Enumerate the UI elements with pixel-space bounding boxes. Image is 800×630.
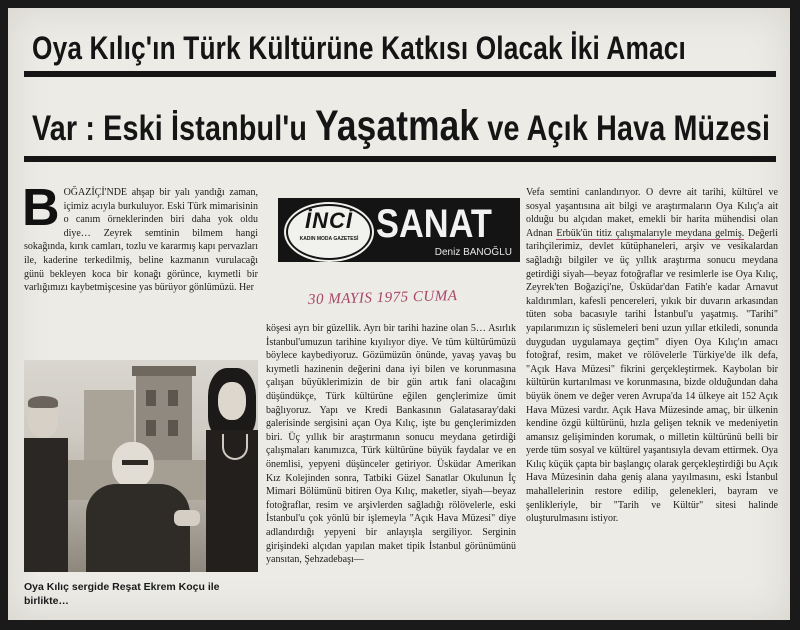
headline-line-2 [32,102,770,151]
photo-person-right-face [218,382,246,420]
headline-rule-bottom [24,156,776,162]
photo-person-center-body [86,484,190,572]
author-byline: Deniz BANOĞLU [434,247,512,258]
photo-person-center-hands [174,510,200,526]
photo-building-roof [132,366,196,376]
article-column-3-text-b: Değerli tarihçilerimiz, devlet kütüphaneleri, arşiv ve vesikalardan sağladığı bilgiler ve üç yıllık araştırma sonucu meydana getirdiği siyah—beyaz fotoğraflar ve resimlerle ise Oya Kılıç, Zeyrek'ten Boğaziçi'ne, Üsküdar'dan Fatih'e kadar Arnavut kaldırımları, kafesli pencereleri, yıkık bir duvarın arkasından tüten soba bacasıyle tarihi İstanbul'u yaşatmış. "Tarihi" yapılarımızın iç süslemeleri beni uzun yıllar etkiledi, sonunda duygudan uygulamaya geçtim" diyen Oya Kılıç'ın amacı fotoğraf, resim, maket ve rölövelerle Türkiye'de ilk defa, "Açık Hava Müzesi" fikrini gerçekleştirmek. Kaybolan bir kültürün kurtarılması ve korunmasına, bizde olduğundan daha büyük önem ve değer veren Avrupa'da 14 ülkeye ait 152 Açık Hava Müzesi vardır. Açık Hava Müzesinde amaç, bir ülkenin kendine özgü kültürünü, hızla gelişen teknik ve medeniyetin amansız gelişiminden korumak, o milletin kültürünü belli bir yerde tüm sosyal ve kültürel yaşantısıyla devam ettirmek. Oya Kılıç küçük çapta bir başlangıç olarak gerçekleştirdiği bu Açık Hava Müzesinin daha geniş alana yayılmasını, eski İstanbul mahallelerinin restore edilip, gelenekleri, bayram ve şenlikleriyle, bir "Tarih ve Kültür" sitesi halinde oluşturulmasını istiyor. [526,227,778,525]
photo-person-center-head [112,442,154,488]
headline-line-2-start: Var : Eski İstanbul'u [32,109,316,148]
photo-person-left-hair [28,396,58,408]
pen-underlined-text: Erbük'ün titiz çalışmalarıyle meydana gelmiş. [556,227,745,239]
article-column-1-text: OĞAZİÇİ'NDE ahşap bir yalı yandığı zaman, içimiz acıyla burkuluyor. Eski Türk mimarisinin o canım örneklerinden biri daha yok oldu diye… Zeyrek semtinin bilmem hangi sokağında, kırık camları, tozlu ve kararmış kapı pervazları ile, kaderine terkedilmiş, beline kazmanın vurulacağı günü bekleyen koca bir konağı görünce, kıymetli bir varlığımızı kaybetmişcesine yas bürüyor gönlümüzü. Her [24,187,258,294]
article-column-1 [22,179,258,295]
inci-logo [286,204,372,260]
photo-person-left-body [24,438,68,572]
photo-window [146,390,156,406]
newspaper-clipping [8,8,790,620]
article-column-2 [266,322,516,567]
section-title: SANAT [376,202,492,246]
section-banner [278,198,520,262]
article-column-2-text: köşesi ayrı bir güzellik. Ayrı bir tarihi hazine olan 5… Asırlık İstanbul'umuzun tarihine kıyılıyor diye. Ve tüm kültürümüzü böylece kaybediyoruz. Gözümüzün önünde, yavaş yavaş bu kıymetli hazinenin değerini dana iyi bilen ve korunmasına çalışan büyüklerimizin de bir gün artık fani olacağını düşündükçe, Türk kültürüne eğilen gençlerimize ümit bağlıyoruz. Yapı ve Kredi Bankasının Galatasaray'daki galerisinde sergisini açan Oya Kılıç, işte bu gençlerimizden biri. Üç yıllık bir araştırmanın sonucu meydana getirdiği çalışmaları kanımızca, Türk kültürüne büyük faydalar ve en önemlisi, yepyeni düşünceler getiriyor. Üsküdar Amerikan Kız Kolejinden sonra, Tatbiki Güzel Sanatlar Okulunun İç Mimari Bölümünü bitiren Oya Kılıç, maketler, siyah—beyaz fotoğraflar, resim ve arşivlerden sağladığı rölövelerle, eski İstanbul'u çok yönlü bir işlemeyla "Açık Hava Müzesi" diye adlandırdığı yepyeni bir anlayışla sergiliyor. Serginin girişindeki alçıdan yapılan maket tipik İstanbul görünümünü yansıtan, Şehzadebaşı— [266,323,516,566]
news-photo [24,360,258,572]
drop-cap: B [22,179,60,237]
headline-line-1: Oya Kılıç'ın Türk Kültürüne Katkısı Olacak İki Amacı [32,30,686,66]
logo-text: İNCİ [305,208,353,233]
headline-line-2-end: ve Açık Hava Müzesi [479,109,771,148]
headline-rule-top [24,71,776,77]
handwritten-date: 30 MAYIS 1975 CUMA [307,288,458,308]
article-column-3-text-a: Vefa semtini canlandırıyor. O devre ait tarihi, kültürel ve sosyal yaşantısına ait bilgi ve araştırmaların Oya Kılıç'a ait olduğu bu alçıdan maket, emekli bir harita mühendisi olan Adnan [526,187,778,239]
photo-person-center-glasses [122,460,148,465]
headline-line-2-emphasis: Yaşatmak [315,102,480,150]
logo-subtext: KADIN MODA GAZETESİ [299,236,359,242]
article-column-3 [526,186,778,526]
photo-window [168,390,178,406]
photo-window [168,420,178,436]
photo-caption: Oya Kılıç sergide Reşat Ekrem Koçu ile birlikte… [24,581,220,607]
photo-person-right-necklace [222,434,248,460]
photo-window [146,420,156,436]
